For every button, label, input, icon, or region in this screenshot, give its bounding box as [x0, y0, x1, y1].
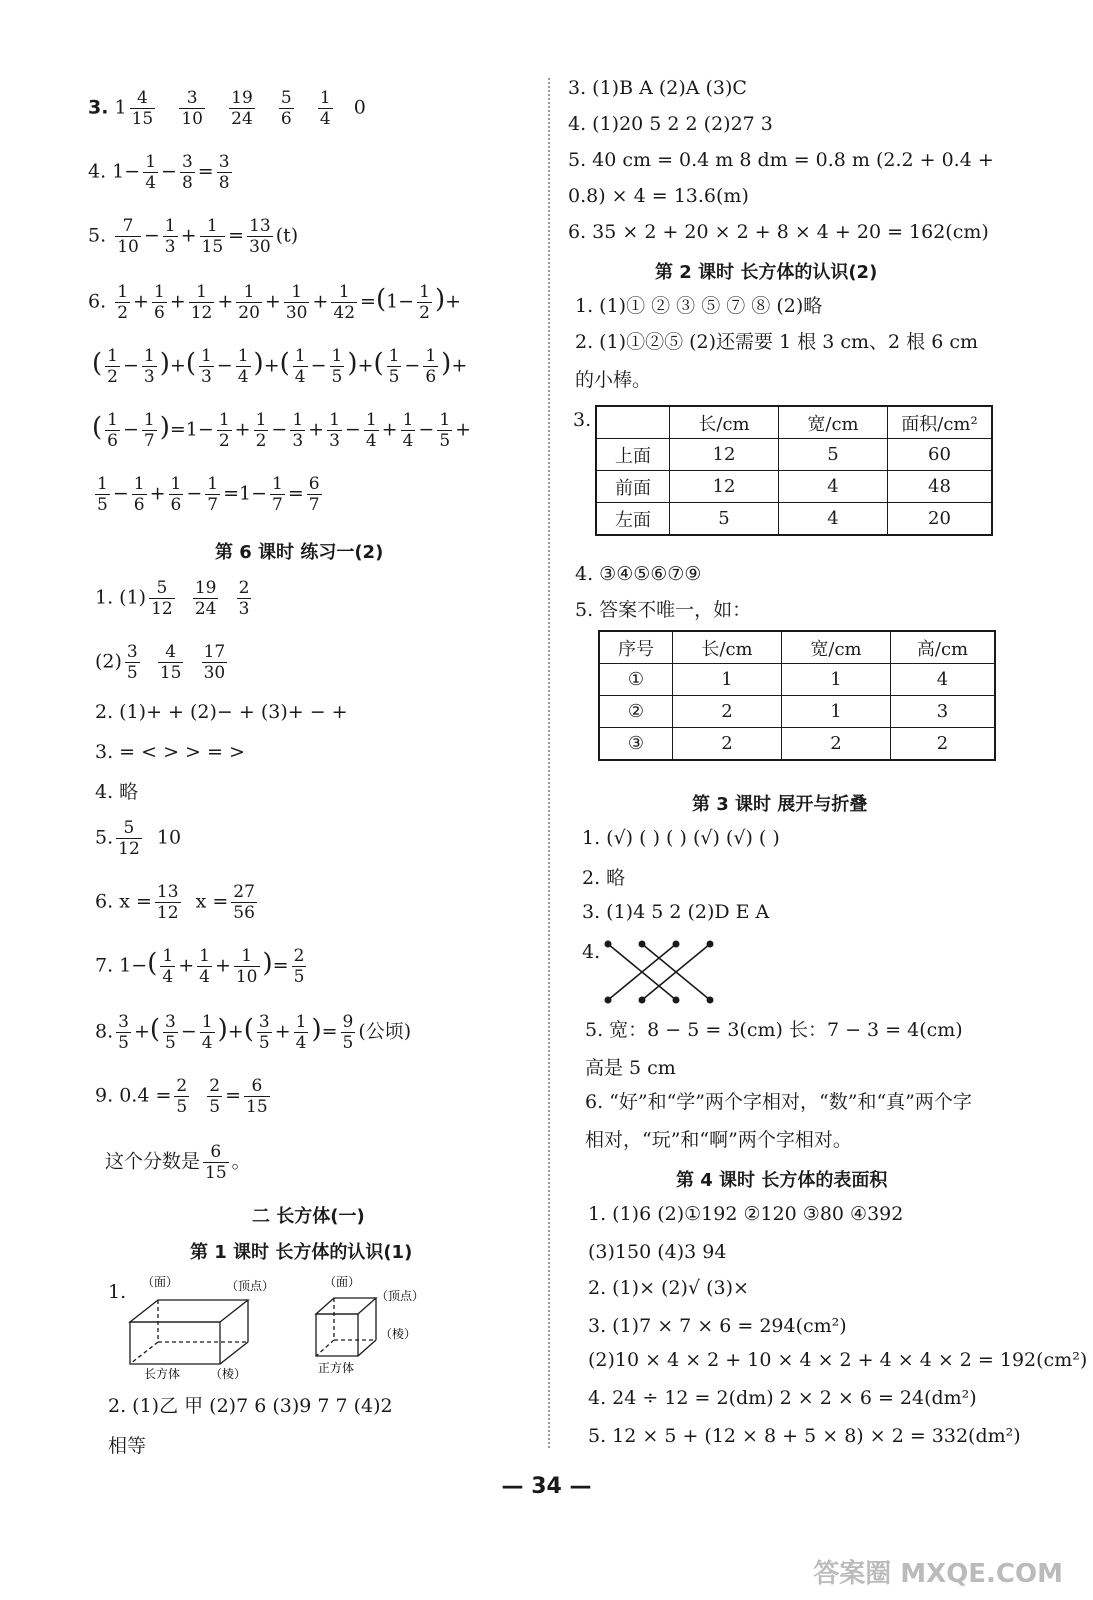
- table-header: 长/cm 宽/cm 面积/cm²: [596, 406, 992, 439]
- p9-sentence: 这个分数是 $\frac{6}{15}$ 。: [105, 1142, 251, 1183]
- watermark: 答案圈 MXQE.COM: [813, 1559, 1063, 1589]
- p1-line1: 1. (1) $\frac{5}{12}$ $\frac{19}{24}$ $\frac{2}{3}$: [95, 578, 250, 619]
- section-title-lesson4: 第 4 课时 长方体的表面积: [676, 1170, 888, 1191]
- s3-5b: 高是 5 cm: [585, 1057, 676, 1079]
- column-divider: [548, 78, 550, 1448]
- s4-5: 5. 12 × 5 + (12 × 8 + 5 × 8) × 2 = 332(dm²): [588, 1425, 1021, 1447]
- s3-2: 2. 略: [582, 867, 626, 889]
- dimension-table: [598, 630, 996, 761]
- section-title-lesson2: 第 2 课时 长方体的认识(2): [655, 262, 878, 283]
- p4: 4. 略: [95, 781, 139, 803]
- s2-5: 5. 答案不唯一，如：: [575, 599, 752, 621]
- q2-line1: 2. (1)乙 甲 (2)7 6 (3)9 7 7 (4)2: [108, 1395, 393, 1417]
- r5a: 5. 40 cm = 0.4 m 8 dm = 0.8 m (2.2 + 0.4 +: [568, 149, 994, 171]
- face-label: （面）: [324, 1275, 361, 1289]
- cube-label: 正方体: [318, 1361, 355, 1375]
- p7: 7. 1−( $\frac{1}{4}$ + $\frac{1}{4}$ + $\frac{1}{10}$ )= $\frac{2}{5}$: [95, 946, 305, 987]
- answer-4: 4. 1− $\frac{1}{4}$ − $\frac{3}{8}$ = $\frac{3}{8}$: [88, 152, 230, 193]
- r5b: 0.8) × 4 = 13.6(m): [568, 185, 749, 207]
- r4: 4. (1)20 5 2 2 (2)27 3: [568, 113, 773, 135]
- answer-6-line2: ( $\frac{1}{2}$ − $\frac{1}{3}$ )+( $\frac{1}{3}$ − $\frac{1}{4}$ )+( $\frac{1}{4}$ − $\frac{1}{5}$ )+( $\frac{1}{5}$ − $\frac{1}{6}$ )+: [92, 346, 468, 387]
- r3: 3. (1)B A (2)A (3)C: [568, 77, 747, 99]
- s4-4: 4. 24 ÷ 12 = 2(dm) 2 × 2 × 6 = 24(dm²): [588, 1387, 977, 1409]
- vertex-label: （顶点）: [376, 1289, 425, 1303]
- s4-3b: (2)10 × 4 × 2 + 10 × 4 × 2 + 4 × 4 × 2 = 192(cm²): [588, 1349, 1088, 1371]
- q2-line2: 相等: [108, 1435, 147, 1457]
- answer-6-line1: 6. $\frac{1}{2}$ + $\frac{1}{6}$ + $\frac{1}{12}$ + $\frac{1}{20}$ + $\frac{1}{30}$ + $\frac{1}{42}$ =(1− $\frac{1}{2}$ )+: [88, 282, 462, 323]
- unit-title: 二 长方体(一): [252, 1206, 365, 1227]
- cuboid-label: 长方体: [144, 1367, 181, 1381]
- s2-2a: 2. (1)①②⑤ (2)还需要 1 根 3 cm、2 根 6 cm: [575, 331, 978, 353]
- table-row: ① 1 1 4: [599, 664, 995, 696]
- cuboid-diagram: [120, 1272, 290, 1382]
- p5: 5. $\frac{5}{12}$ 10: [95, 818, 182, 859]
- s2-4: 4. ③④⑤⑥⑦⑨: [575, 563, 702, 585]
- s3-3: 3. (1)4 5 2 (2)D E A: [582, 901, 770, 923]
- s2-2b: 的小棒。: [575, 369, 652, 391]
- section-title-lesson3: 第 3 课时 展开与折叠: [692, 794, 868, 815]
- s4-1a: 1. (1)6 (2)①192 ②120 ③80 ④392: [588, 1203, 904, 1225]
- s3-4: 4.: [582, 941, 601, 963]
- answer-6-line3: ( $\frac{1}{6}$ − $\frac{1}{7}$ )=1− $\frac{1}{2}$ + $\frac{1}{2}$ − $\frac{1}{3}$ + $\frac{1}{3}$ − $\frac{1}{4}$ + $\frac{1}{4}$ − $\frac{1}{5}$ +: [92, 410, 472, 451]
- table-row: 前面 12 4 48: [596, 471, 992, 503]
- s4-1b: (3)150 (4)3 94: [588, 1241, 727, 1263]
- s4-3a: 3. (1)7 × 7 × 6 = 294(cm²): [588, 1315, 847, 1337]
- p2: 2. (1)+ + (2)− + (3)+ − +: [95, 701, 348, 723]
- section-title-lesson6: 第 6 课时 练习一(2): [215, 542, 384, 563]
- cube-diagram: [306, 1272, 436, 1382]
- table-header: 序号 长/cm 宽/cm 高/cm: [599, 631, 995, 664]
- table-row: ② 2 1 3: [599, 696, 995, 728]
- q1-label: 1.: [108, 1281, 127, 1303]
- s4-2: 2. (1)× (2)√ (3)×: [588, 1277, 749, 1299]
- r6: 6. 35 × 2 + 20 × 2 + 8 × 4 + 20 = 162(cm): [568, 221, 989, 243]
- s3-6b: 相对，“玩”和“啊”两个字相对。: [585, 1129, 852, 1151]
- section-title-lesson1: 第 1 课时 长方体的认识(1): [190, 1242, 413, 1263]
- edge-label: （棱）: [380, 1327, 417, 1341]
- answer-6-line4: $\frac{1}{5}$ − $\frac{1}{6}$ + $\frac{1}{6}$ − $\frac{1}{7}$ =1− $\frac{1}{7}$ = $\frac{6}{7}$: [97, 474, 320, 515]
- s3-5a: 5. 宽：8 − 5 = 3(cm) 长：7 − 3 = 4(cm): [585, 1019, 963, 1041]
- answer-5: 5. $\frac{7}{10}$ − $\frac{1}{3}$ + $\frac{1}{15}$ = $\frac{13}{30}$ (t): [88, 216, 299, 257]
- page-number: — 34 —: [501, 1474, 592, 1499]
- s3-1: 1. (√) ( ) ( ) (√) (√) ( ): [582, 827, 780, 849]
- p1-line2: (2) $\frac{3}{5}$ $\frac{4}{15}$ $\frac{17}{30}$: [95, 642, 226, 683]
- table-row: ③ 2 2 2: [599, 728, 995, 761]
- face-area-table: [595, 405, 993, 536]
- face-label: （面）: [142, 1275, 179, 1289]
- vertex-label: （顶点）: [226, 1279, 275, 1293]
- p8: 8. $\frac{3}{5}$ +( $\frac{3}{5}$ − $\frac{1}{4}$ )+( $\frac{3}{5}$ + $\frac{1}{4}$ )= $\frac{9}{5}$ (公顷): [95, 1012, 412, 1053]
- s2-3: 3.: [573, 409, 592, 431]
- matching-lines-diagram: [600, 936, 720, 1008]
- table-row: 左面 5 4 20: [596, 503, 992, 536]
- answer-3: 3. 1 $\frac{4}{15}$ $\frac{3}{10}$ $\frac{19}{24}$ $\frac{5}{6}$ $\frac{1}{4}$ 0: [88, 88, 366, 129]
- s2-1: 1. (1)① ② ③ ⑤ ⑦ ⑧ (2)略: [575, 295, 823, 317]
- edge-label: （棱）: [210, 1367, 247, 1381]
- p9: 9. 0.4 = $\frac{2}{5}$ $\frac{2}{5}$ = $\frac{6}{15}$: [95, 1076, 268, 1117]
- p6: 6. x = $\frac{13}{12}$ x = $\frac{27}{56}$: [95, 882, 255, 923]
- p3: 3. = < > > = >: [95, 741, 245, 763]
- table-row: 上面 12 5 60: [596, 439, 992, 471]
- s3-6a: 6. “好”和“学”两个字相对，“数”和“真”两个字: [585, 1091, 972, 1113]
